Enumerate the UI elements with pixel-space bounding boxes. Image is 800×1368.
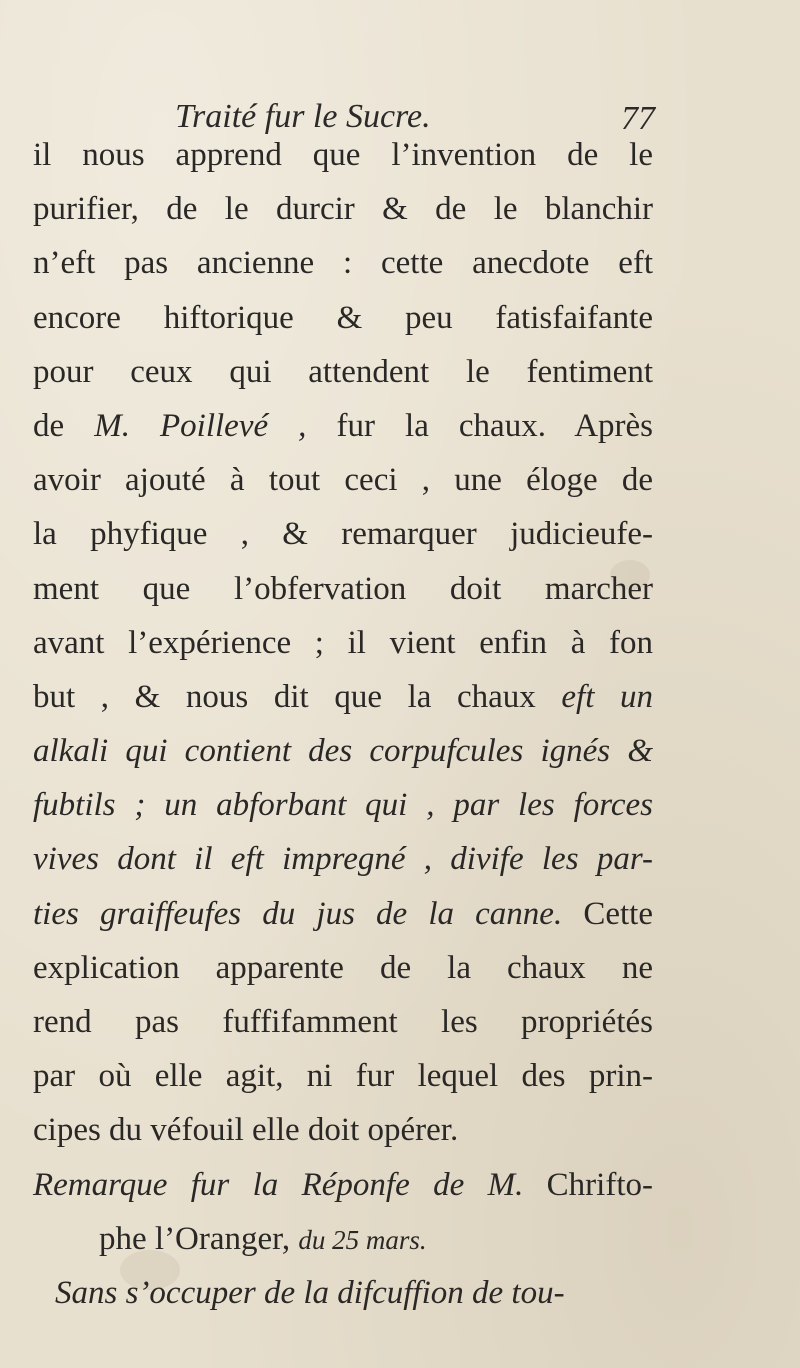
text-run: la phyfique , & remarquer judicieufe-: [33, 516, 653, 553]
text-run: M. Poillevé ,: [94, 407, 307, 444]
text-run: du 25 mars.: [298, 1224, 427, 1255]
text-line: [33, 291, 653, 345]
text-line: [33, 453, 653, 507]
text-line: [33, 995, 653, 1049]
text-line: [33, 236, 653, 290]
text-line: [33, 1158, 653, 1212]
text-run: de: [33, 407, 95, 444]
text-line: [33, 670, 653, 724]
running-title: Traité fur le Sucre.: [175, 98, 431, 135]
text-line: [33, 507, 653, 561]
text-run: pour ceux qui attendent le fentiment: [33, 353, 653, 390]
text-run: explication apparente de la chaux ne: [33, 949, 653, 986]
body-text: [33, 128, 653, 1320]
text-run: fubtils ; un abforbant qui , par les forces: [33, 787, 653, 824]
text-run: alkali qui contient des corpufcules ignés &: [33, 733, 653, 770]
text-run: eft un: [561, 678, 653, 715]
text-run: ment que l’obfervation doit marcher: [33, 570, 653, 607]
text-run: encore hiftorique & peu fatisfaifante: [33, 299, 653, 336]
text-line: [33, 724, 653, 778]
text-run: il nous apprend que l’invention de le: [33, 137, 653, 173]
text-run: fur la chaux. Après: [306, 407, 654, 444]
text-line: [33, 778, 653, 832]
text-run: Cette: [562, 895, 653, 932]
text-run: cipes du véfouil elle doit opérer.: [33, 1112, 459, 1149]
text-run: ties graiffeufes du jus de la canne.: [33, 895, 563, 932]
text-run: avant l’expérience ; il vient enfin à fon: [33, 624, 653, 661]
text-line: [33, 832, 653, 886]
text-run: Remarque fur la Réponfe de M.: [33, 1166, 524, 1203]
text-run: purifier, de le durcir & de le blanchir: [33, 191, 653, 228]
text-run: avoir ajouté à tout ceci , une éloge de: [33, 462, 653, 499]
text-line: [33, 562, 653, 616]
text-run: par où elle agit, ni fur lequel des prin-: [33, 1058, 653, 1095]
text-line: [33, 1049, 653, 1103]
text-run: phe l’Oranger,: [99, 1220, 299, 1257]
text-run: rend pas fuffifamment les propriétés: [33, 1004, 653, 1040]
text-run: but , & nous dit que la chaux: [33, 678, 562, 715]
text-line: [33, 1103, 653, 1157]
text-line: [33, 345, 653, 399]
text-line: [33, 399, 653, 453]
text-run: vives dont il eft impregné , divife les par-: [33, 841, 653, 878]
text-line: [33, 1212, 653, 1266]
text-line: [33, 941, 653, 995]
text-line: [33, 182, 653, 236]
text-run: n’eft pas ancienne : cette anecdote eft: [33, 245, 653, 282]
text-line: [33, 1266, 653, 1320]
text-line: [33, 616, 653, 670]
text-line: [33, 887, 653, 941]
text-line: [33, 128, 653, 182]
text-run: Chrifto-: [523, 1166, 653, 1203]
text-run: Sans s’occuper de la difcuffion de tou-: [55, 1274, 565, 1311]
page-number: 77: [621, 100, 655, 137]
